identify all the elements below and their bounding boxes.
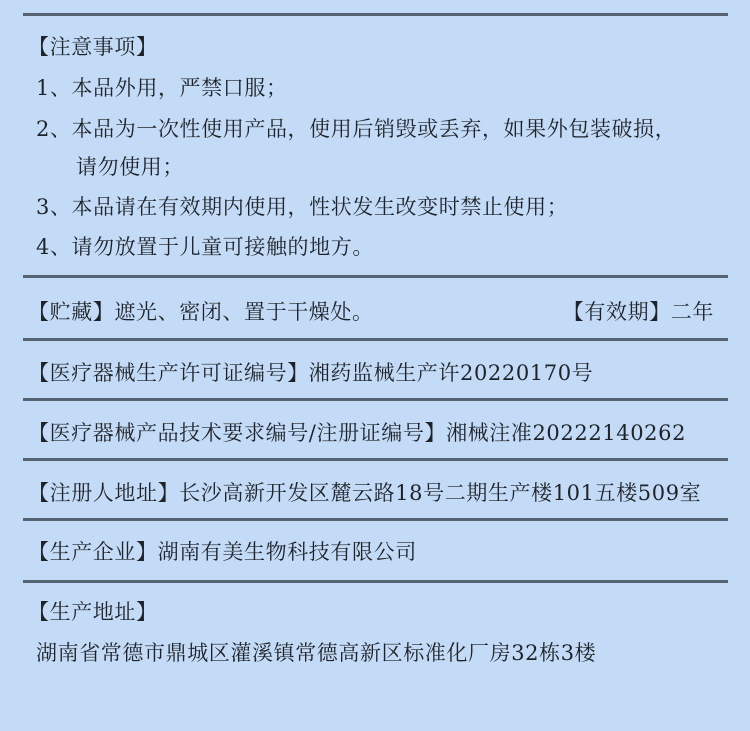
divider <box>23 580 728 583</box>
registrant-address: 【注册人地址】长沙高新开发区麓云路18号二期生产楼101五楼509室 <box>28 481 702 505</box>
notes-item-2-cont: 请勿使用； <box>76 155 184 179</box>
notes-item-2: 2、本品为一次性使用产品，使用后销毁或丢弃，如果外包装破损， <box>36 117 677 141</box>
divider <box>23 275 728 278</box>
divider <box>23 398 728 401</box>
notes-item-3: 3、本品请在有效期内使用，性状发生改变时禁止使用； <box>36 195 569 219</box>
notes-header: 【注意事项】 <box>28 35 158 59</box>
divider <box>23 13 728 16</box>
license-number: 【医疗器械生产许可证编号】湘药监械生产许20220170号 <box>28 361 594 385</box>
divider <box>23 518 728 521</box>
registration-number: 【医疗器械产品技术要求编号/注册证编号】湘械注准20222140262 <box>28 421 687 445</box>
storage-text: 【贮藏】遮光、密闭、置于干燥处。 <box>28 300 374 324</box>
manufacturer: 【生产企业】湖南有美生物科技有限公司 <box>28 540 417 564</box>
validity-text: 【有效期】二年 <box>562 300 714 324</box>
divider <box>23 338 728 341</box>
divider <box>23 458 728 461</box>
production-address-text: 湖南省常德市鼎城区灌溪镇常德高新区标准化厂房32栋3楼 <box>36 641 597 665</box>
notes-item-1: 1、本品外用，严禁口服； <box>36 76 288 100</box>
notes-item-4: 4、请勿放置于儿童可接触的地方。 <box>36 235 374 259</box>
production-address-header: 【生产地址】 <box>28 600 158 624</box>
